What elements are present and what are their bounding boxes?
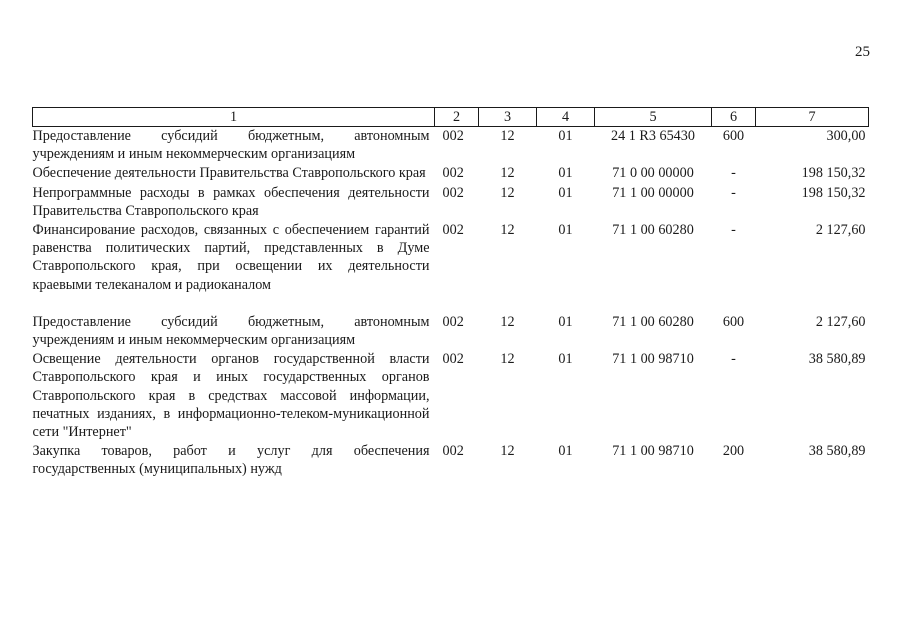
subsection-code: 01 bbox=[558, 222, 573, 239]
amount: 198 150,32 bbox=[801, 165, 866, 182]
expense-type-code: - bbox=[731, 184, 736, 201]
spacer-row bbox=[33, 295, 869, 313]
target-article-code: 71 1 00 98710 bbox=[612, 443, 694, 460]
amount: 2 127,60 bbox=[815, 313, 866, 330]
expense-name: Непрограммные расходы в рамках обеспечения деятельности Правительства Ставропольского края bbox=[32, 184, 430, 219]
expense-type-code: - bbox=[731, 165, 736, 182]
ministry-code: 002 bbox=[442, 443, 464, 460]
column-header-7: 7 bbox=[756, 108, 869, 127]
target-article-code: 24 1 R3 65430 bbox=[611, 128, 695, 144]
ministry-code: 002 bbox=[442, 184, 464, 201]
ministry-code: 002 bbox=[442, 165, 464, 182]
page-number: 25 bbox=[855, 44, 870, 60]
expense-name: Обеспечение деятельности Правительства Ставропольского края bbox=[32, 165, 426, 182]
section-code: 12 bbox=[500, 313, 515, 330]
subsection-code: 01 bbox=[558, 443, 573, 460]
amount: 198 150,32 bbox=[801, 184, 866, 201]
table-row bbox=[33, 350, 869, 442]
expense-name: Предоставление субсидий бюджетным, автономным учреждениям и иным некоммерческим организациям bbox=[32, 313, 430, 349]
table-row bbox=[33, 442, 869, 479]
ministry-code: 002 bbox=[442, 351, 464, 368]
section-code: 12 bbox=[500, 165, 515, 182]
section-code: 12 bbox=[500, 128, 515, 144]
amount: 2 127,60 bbox=[815, 222, 866, 239]
expense-type-code: 600 bbox=[722, 313, 745, 330]
column-header-2: 2 bbox=[435, 108, 479, 127]
amount: 38 580,89 bbox=[808, 443, 866, 460]
section-code: 12 bbox=[500, 351, 515, 368]
target-article-code: 71 0 00 00000 bbox=[612, 165, 694, 182]
subsection-code: 01 bbox=[558, 313, 573, 330]
section-code: 12 bbox=[500, 443, 515, 460]
column-header-1: 1 bbox=[33, 108, 435, 127]
expense-type-code: 600 bbox=[722, 128, 745, 144]
target-article-code: 71 1 00 98710 bbox=[612, 351, 694, 368]
expense-type-code: 200 bbox=[722, 443, 745, 460]
subsection-code: 01 bbox=[558, 165, 573, 182]
column-header-6: 6 bbox=[712, 108, 756, 127]
table-row bbox=[33, 313, 869, 350]
expense-name: Финансирование расходов, связанных с обеспечением гарантий равенства политических партий, представленных в Думе Ставропольского края, при освещении их деятельности краевыми телеканалом и радиоканалом bbox=[32, 222, 430, 293]
expense-name: Закупка товаров, работ и услуг для обеспечения государственных (муниципальных) нужд bbox=[32, 443, 430, 478]
expense-name: Освещение деятельности органов государственной власти Ставропольского края и иных государственных органов Ставропольского края в средствах массовой информации, печатных изданиях, в информационно-телеком-муникационной сети "Интернет" bbox=[32, 351, 430, 441]
table-row bbox=[33, 221, 869, 295]
ministry-code: 002 bbox=[442, 128, 464, 144]
budget-table bbox=[32, 107, 869, 480]
amount: 38 580,89 bbox=[808, 351, 866, 368]
target-article-code: 71 1 00 60280 bbox=[612, 222, 694, 239]
table-row bbox=[33, 184, 869, 221]
subsection-code: 01 bbox=[558, 351, 573, 368]
amount: 300,00 bbox=[826, 128, 866, 144]
column-header-3: 3 bbox=[479, 108, 537, 127]
subsection-code: 01 bbox=[558, 128, 573, 144]
spacer-cell bbox=[33, 295, 869, 313]
column-header-4: 4 bbox=[537, 108, 595, 127]
expense-type-code: - bbox=[731, 222, 736, 239]
target-article-code: 71 1 00 00000 bbox=[612, 184, 694, 201]
subsection-code: 01 bbox=[558, 184, 573, 201]
expense-name: Предоставление субсидий бюджетным, автономным учреждениям и иным некоммерческим организациям bbox=[32, 128, 430, 163]
table-row bbox=[33, 164, 869, 183]
table-row bbox=[33, 127, 869, 165]
ministry-code: 002 bbox=[442, 222, 464, 239]
header-row bbox=[33, 108, 869, 127]
expense-type-code: - bbox=[731, 351, 736, 368]
section-code: 12 bbox=[500, 222, 515, 239]
ministry-code: 002 bbox=[442, 313, 464, 330]
column-header-5: 5 bbox=[595, 108, 712, 127]
target-article-code: 71 1 00 60280 bbox=[612, 313, 694, 330]
section-code: 12 bbox=[500, 184, 515, 201]
